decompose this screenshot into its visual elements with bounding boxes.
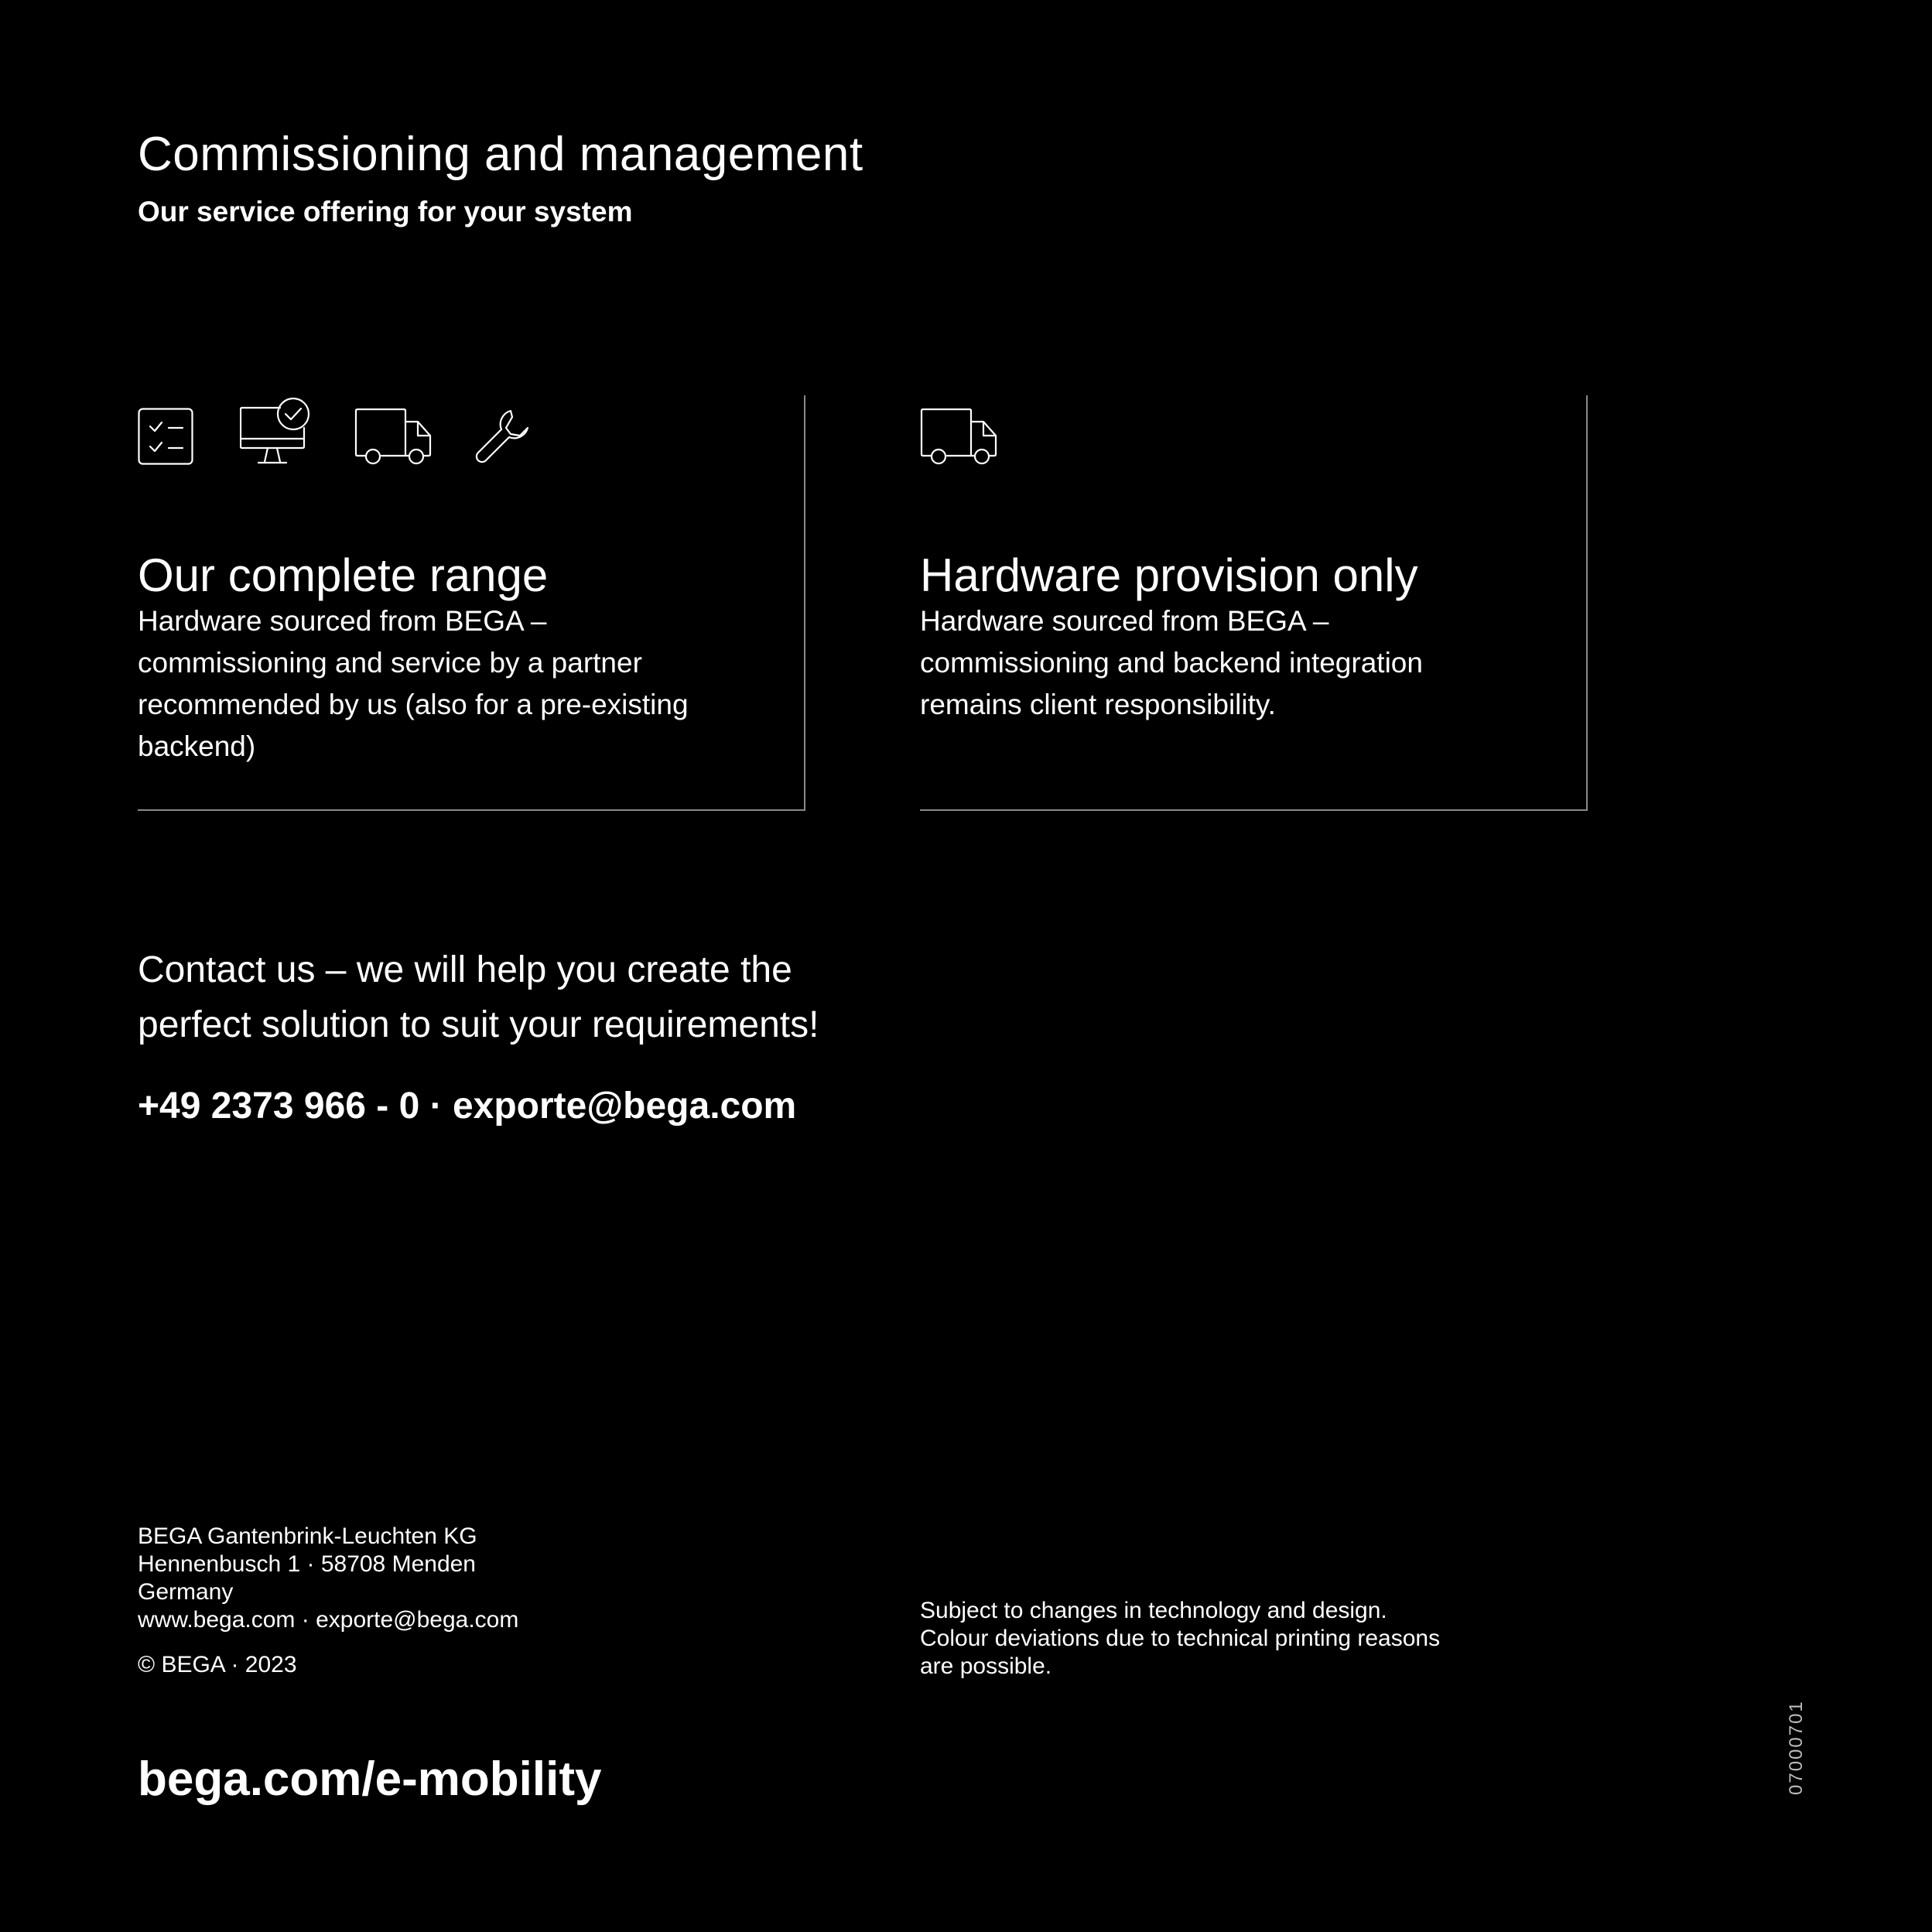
document-number: 07000701 [1786, 1700, 1807, 1795]
card-text-line: remains client responsibility. [920, 689, 1276, 720]
page-subtitle: Our service offering for your system [138, 196, 633, 227]
contact-phone-email[interactable]: +49 2373 966 - 0 · exporte@bega.com [138, 1086, 797, 1127]
card-title: Our complete range [138, 549, 549, 601]
copyright: © BEGA · 2023 [138, 1652, 297, 1677]
address-line: Germany [138, 1579, 234, 1605]
card-text-line: backend) [138, 730, 256, 762]
disclaimer-line: Subject to changes in technology and design. [920, 1598, 1387, 1623]
card-icon-row [920, 395, 999, 465]
truck-icon [920, 408, 999, 465]
contact-callout [138, 942, 819, 1052]
card-text-line: commissioning and service by a partner [138, 647, 642, 679]
card-text-line: Hardware sourced from BEGA – [920, 605, 1329, 637]
checklist-icon [138, 408, 193, 465]
website-link[interactable]: bega.com/e-mobility [138, 1752, 602, 1806]
page-title: Commissioning and management [138, 128, 863, 181]
address-line: BEGA Gantenbrink-Leuchten KG [138, 1523, 477, 1549]
monitor-check-icon [240, 397, 311, 465]
card-text-line: commissioning and backend integration [920, 647, 1423, 679]
contact-line: perfect solution to suit your requirements! [138, 1004, 819, 1045]
address-web-email[interactable]: www.bega.com · exporte@bega.com [138, 1607, 519, 1633]
truck-icon [354, 408, 433, 465]
service-card-hardware-only [920, 395, 1588, 811]
disclaimer-line: are possible. [920, 1653, 1052, 1679]
wrench-icon [474, 408, 531, 465]
card-description [138, 600, 772, 768]
disclaimer-line: Colour deviations due to technical printing reasons [920, 1626, 1441, 1651]
company-address [138, 1523, 518, 1634]
disclaimer [920, 1597, 1440, 1681]
address-line: Hennenbusch 1 · 58708 Menden [138, 1551, 476, 1577]
card-description [920, 600, 1554, 726]
card-title: Hardware provision only [920, 549, 1418, 601]
contact-line: Contact us – we will help you create the [138, 949, 792, 990]
card-text-line: Hardware sourced from BEGA – [138, 605, 547, 637]
card-text-line: recommended by us (also for a pre-existing [138, 689, 689, 720]
card-icon-row [138, 395, 531, 465]
service-card-complete-range [138, 395, 805, 811]
